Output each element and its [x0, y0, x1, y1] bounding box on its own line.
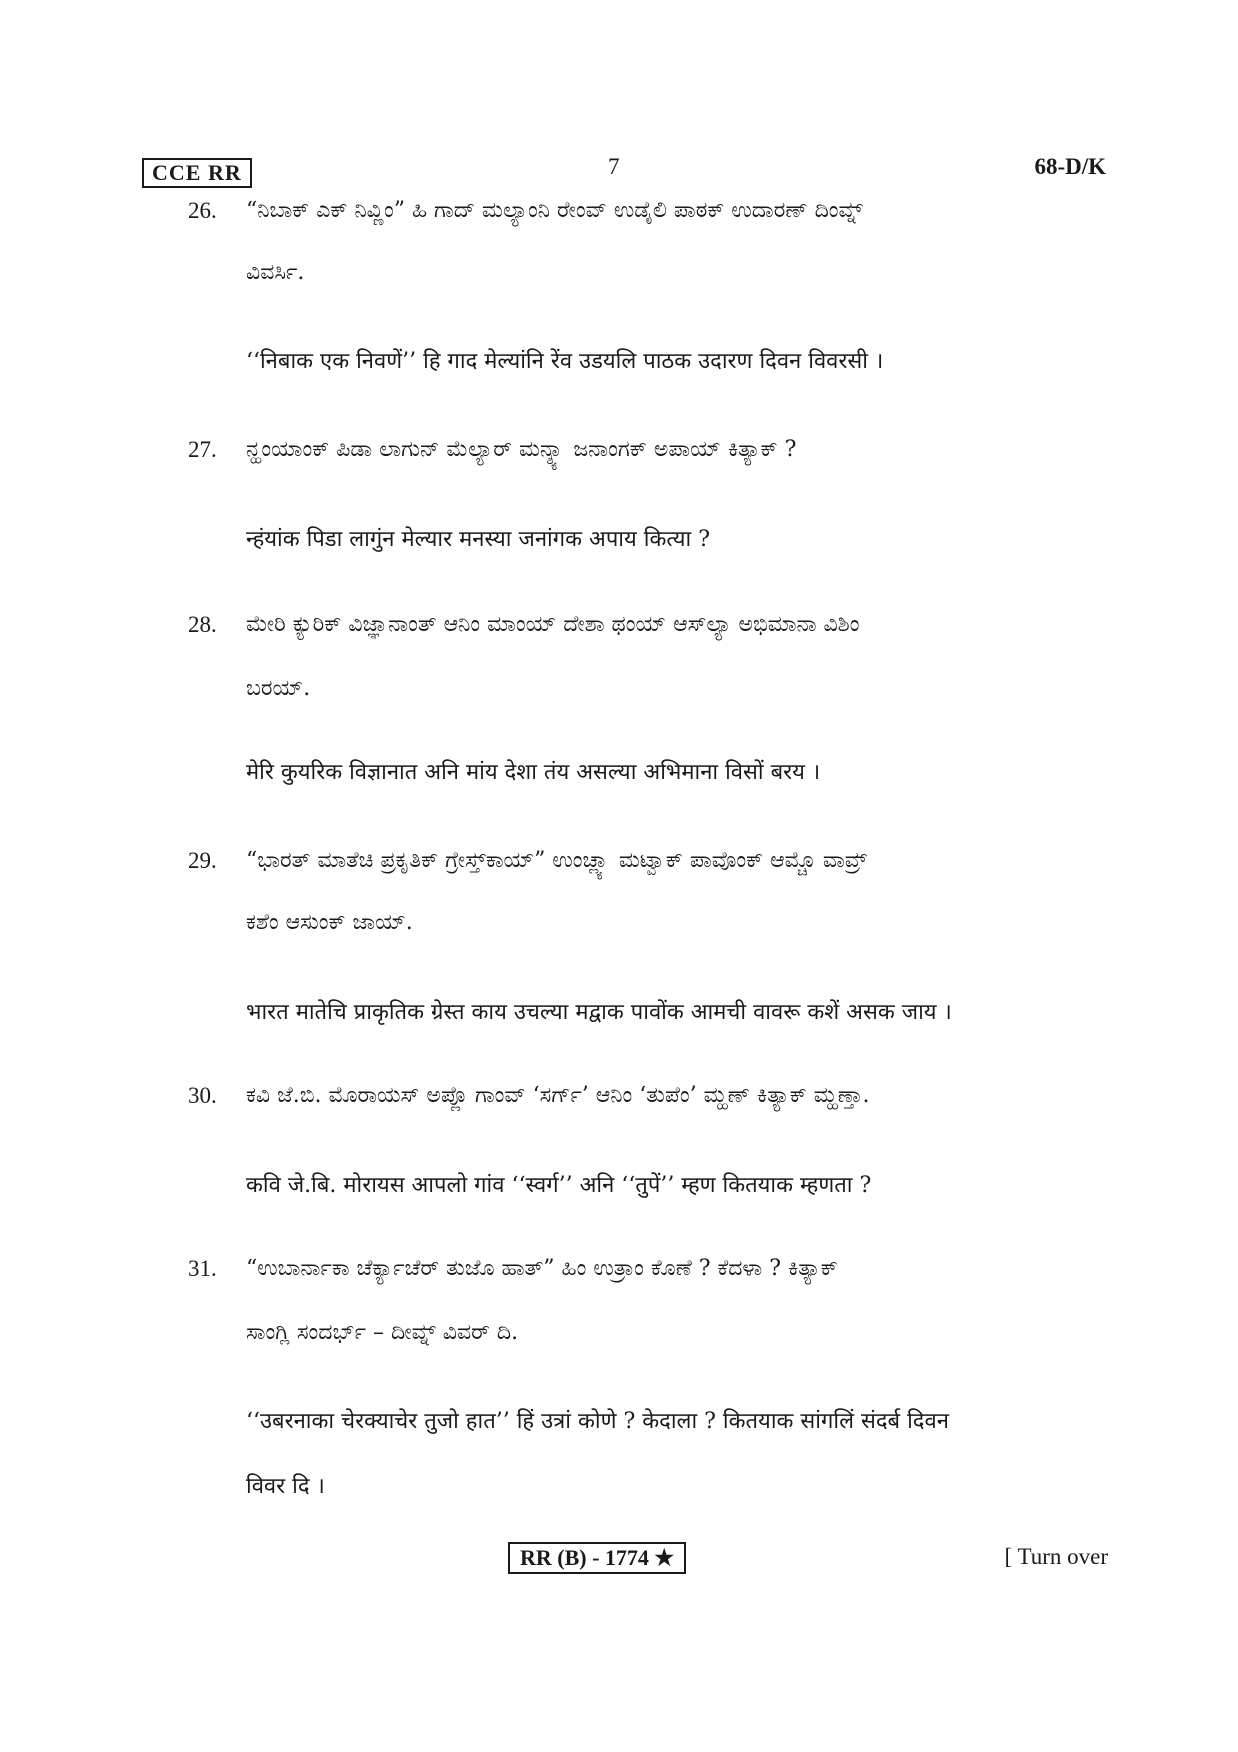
question-line: ಮೇರಿ ಕ್ಯುರಿಕ್ ವಿಜ್ಞಾನಾಂತ್ ಆನಿಂ ಮಾಂಯ್ ದೇಶಾ ಥಂಯ್ ಆಸ್‌ಲ್ಯಾ ಅಭಿಮಾನಾ ವಿಶಿಂ	[246, 612, 860, 637]
question-line: ಕಶೆಂ ಆಸುಂಕ್ ಜಾಯ್.	[246, 910, 413, 935]
question-line: ವಿವರ್ಸಿ.	[246, 260, 305, 285]
question-line: ಸಾಂಗ್ಲಿ ಸಂದರ್ಭ್ – ದೀವ್ನ್ ವಿವರ್ ದಿ.	[246, 1320, 519, 1345]
question-line-devanagari: भारत मातेचि प्राकृतिक ग्रेस्त काय उचल्या मद्वाक पावोंक आमची वावरू कशें असक जाय ।	[246, 1000, 952, 1025]
question-number: 26.	[188, 198, 217, 223]
question-line: ಕವಿ ಜೆ.ಬಿ. ಮೊರಾಯಸ್ ಅಪ್ಲೊ ಗಾಂವ್ ‘ಸರ್ಗ್’ ಆನಿಂ ‘ತುಪೆಂ’ ಮ್ಹಣ್ ಕಿತ್ಯಾಕ್ ಮ್ಹಣ್ತಾ.	[246, 1083, 870, 1108]
question-line-devanagari: ‘‘उबरनाका चेरक्याचेर तुजो हात’’ हिं उत्रां कोणे ? केदाला ? कितयाक सांगलिं संदर्ब दिवन	[246, 1409, 949, 1434]
question-line: ಬರಯ್.	[246, 676, 311, 701]
question-line: “ಉಬಾರ್ನಾಕಾ ಚೆರ್ಕ್ಯಾಚೆರ್ ತುಜೊ ಹಾತ್” ಹಿಂ ಉತ್ರಾಂ ಕೊಣೆ ? ಕೆದಳಾ ? ಕಿತ್ಯಾಕ್	[246, 1256, 838, 1281]
question-line: ನ್ಹಂಯಾಂಕ್ ಪಿಡಾ ಲಾಗುನ್ ಮೆಲ್ಯಾರ್ ಮನ್ಶ್ಯಾ ಜನಾಂಗಕ್ ಅಪಾಯ್ ಕಿತ್ಯಾಕ್ ?	[246, 437, 797, 462]
turn-over-text: [ Turn over	[1004, 1544, 1108, 1569]
question-line-devanagari: ‘‘निबाक एक निवणें’’ हि गाद मेल्यांनि रेंव उडयलि पाठक उदारण दिवन विवरसी ।	[246, 349, 884, 374]
question-number: 30.	[188, 1083, 217, 1108]
question-line: “ಭಾರತ್ ಮಾತೆಚಿ ಪ್ರಕೃತಿಕ್ ಗ್ರೇಸ್ತ್‌ಕಾಯ್” ಉಂಚ್ಲ್ಯಾ ಮಟ್ವಾಕ್ ಪಾವೊಂಕ್ ಆಮ್ಚೊ ವಾವ್ರ್	[246, 848, 867, 873]
question-line: “ನಿಬಾಕ್ ಎಕ್ ನಿವ್ಣಿಂ” ಹಿ ಗಾದ್ ಮಲ್ಯಾಂನಿ ರೇಂವ್ ಉಡೈಲಿ ಪಾಠಕ್ ಉದಾರಣ್ ದಿಂವ್ನ್	[246, 198, 863, 223]
question-number: 29.	[188, 848, 217, 873]
question-number: 28.	[188, 612, 217, 637]
question-line-devanagari: मेरि कुयरिक विज्ञानात अनि मांय देशा तंय असल्या अभिमाना विसों बरय ।	[246, 760, 821, 785]
question-line-devanagari: विवर दि ।	[246, 1474, 325, 1499]
header-exam-code: CCE RR	[142, 158, 252, 188]
question-line-devanagari: न्हंयांक पिडा लागुंन मेल्यार मनस्या जनांगक अपाय कित्या ?	[246, 527, 710, 552]
question-number: 27.	[188, 437, 217, 462]
paper-code: 68-D/K	[1034, 154, 1106, 179]
footer-code: RR (B) - 1774 ★	[508, 1542, 686, 1574]
question-number: 31.	[188, 1256, 217, 1281]
question-line-devanagari: कवि जे.बि. मोरायस आपलो गांव ‘‘स्वर्ग’’ अनि ‘‘तुपें’’ म्हण कितयाक म्हणता ?	[246, 1173, 872, 1198]
page-number: 7	[608, 154, 620, 179]
